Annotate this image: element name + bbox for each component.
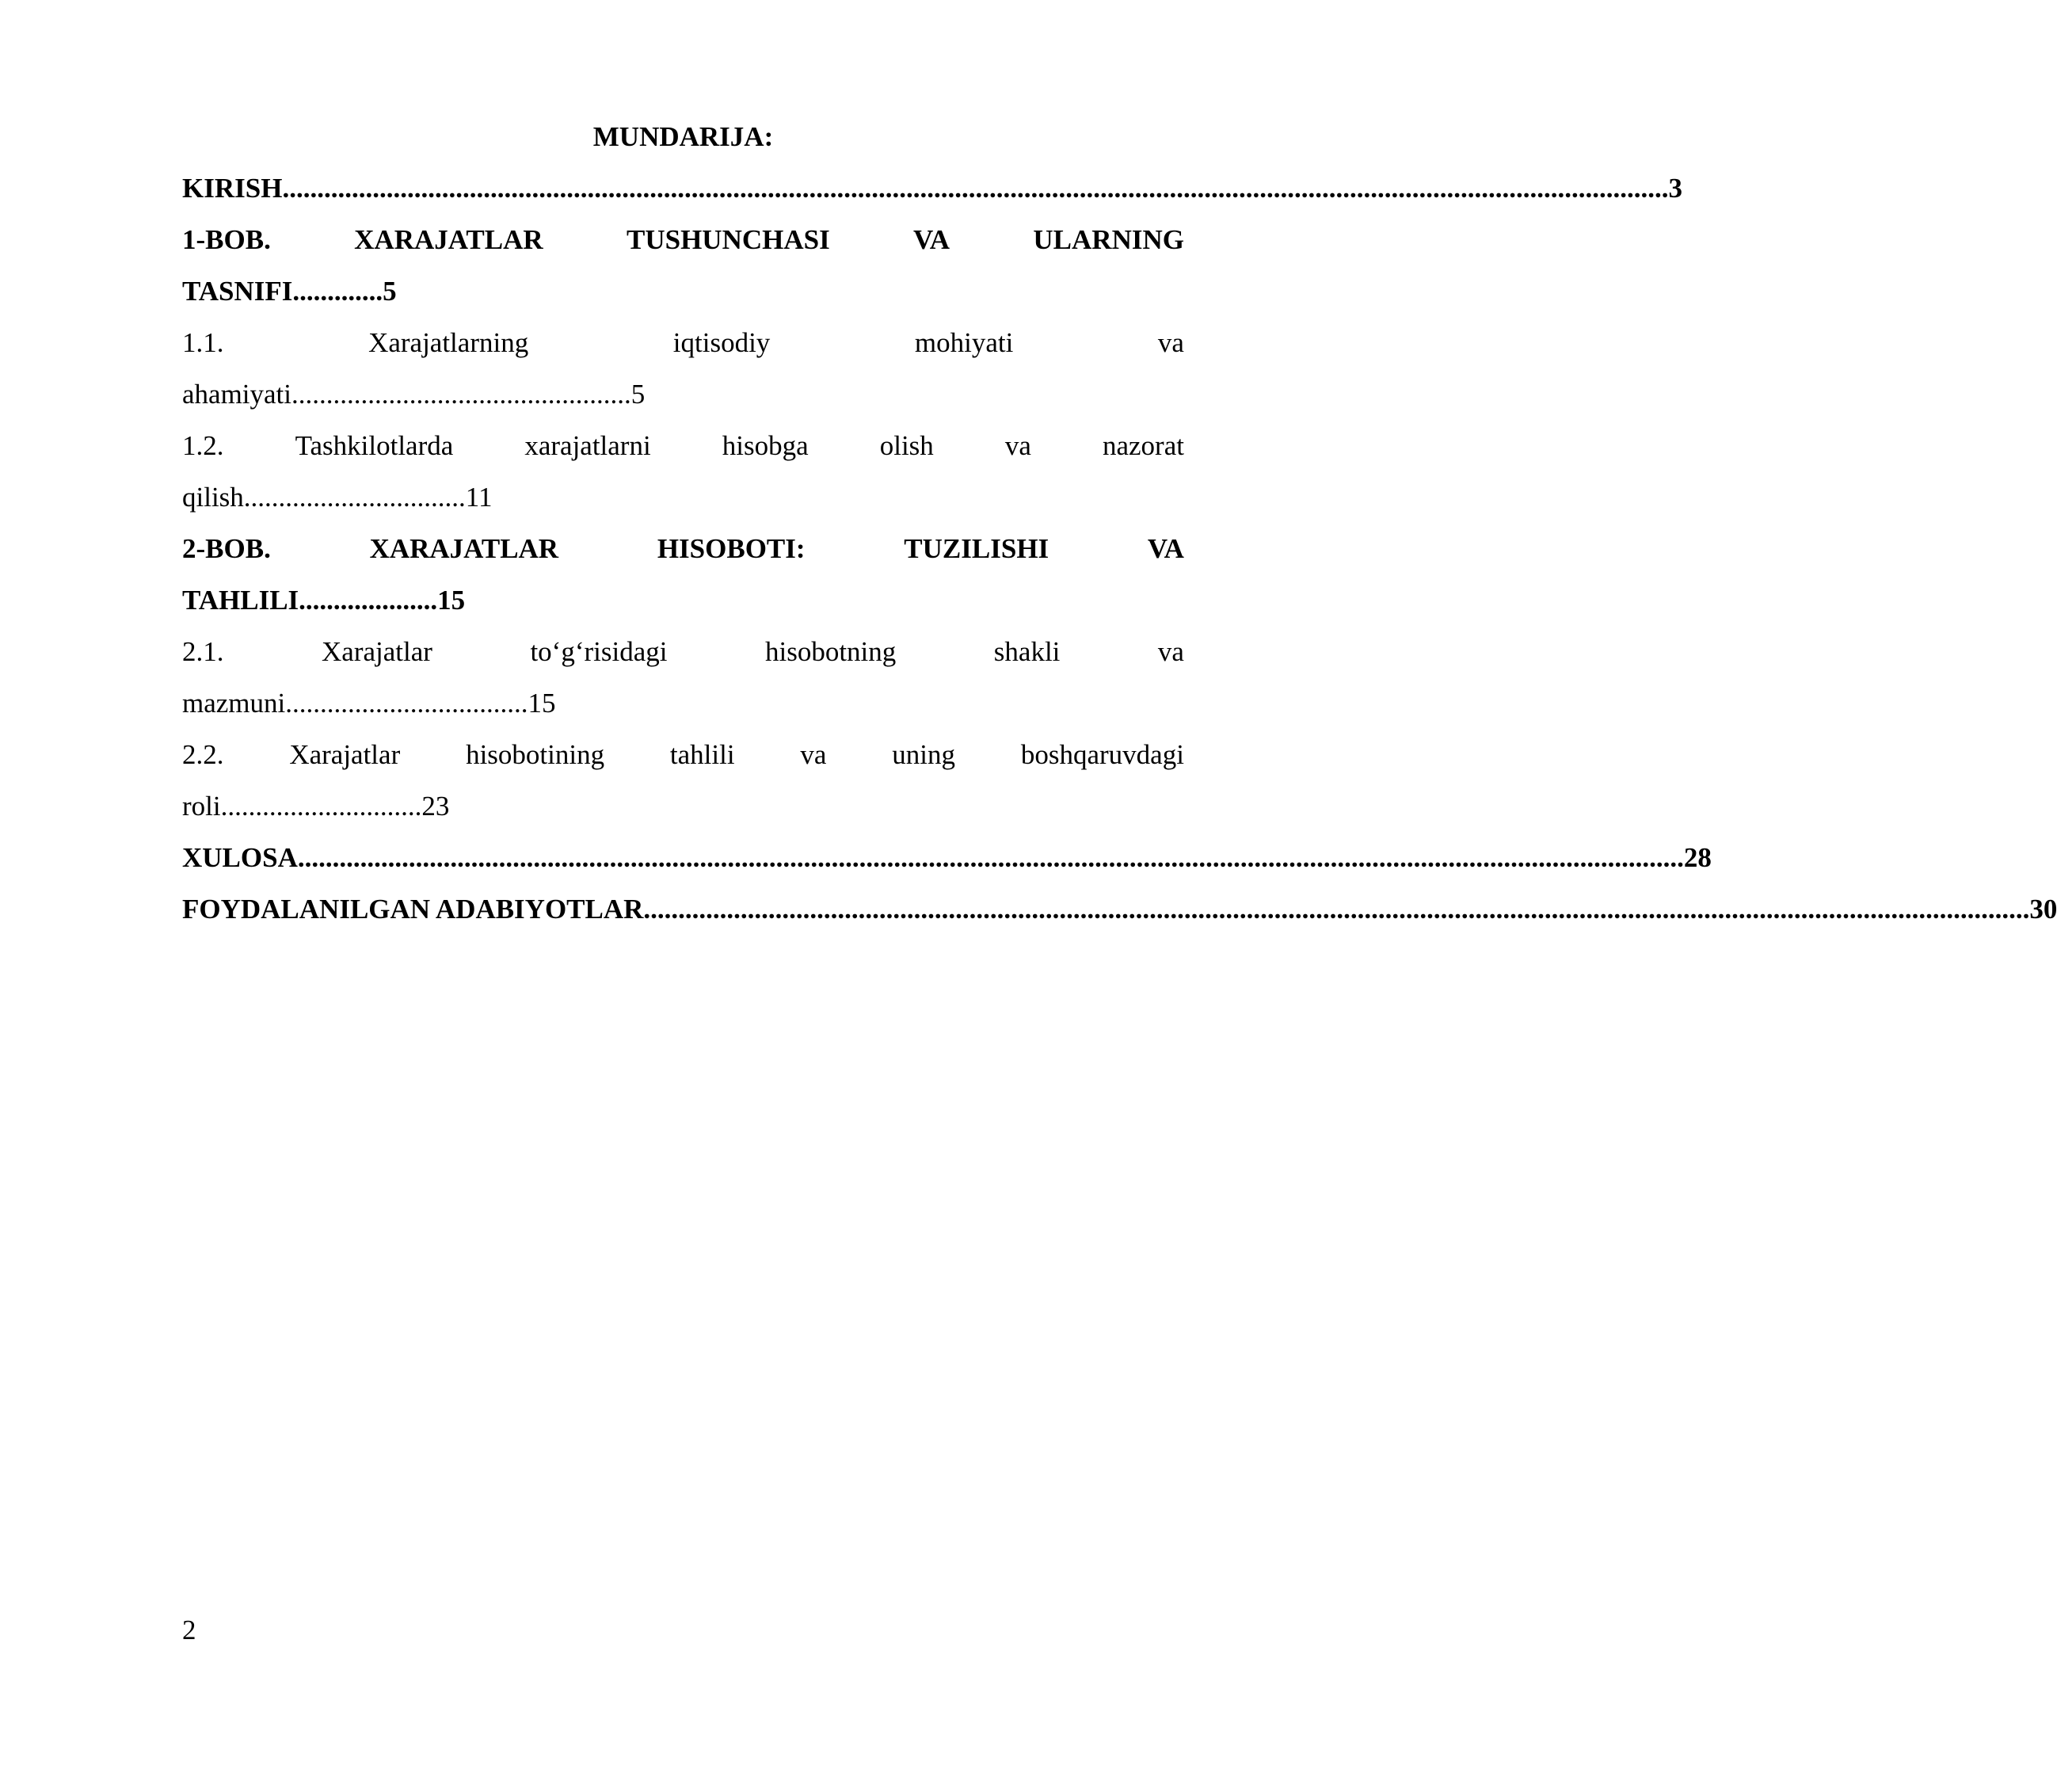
toc-word: ULARNING — [1033, 224, 1184, 255]
toc-word: boshqaruvdagi — [1020, 739, 1184, 770]
toc-entry-section-2-1-cont[interactable]: mazmuni...................................15 — [182, 688, 556, 719]
toc-entry-section-1-2-cont[interactable]: qilish................................11 — [182, 482, 493, 513]
toc-word: 2.2. — [182, 739, 224, 770]
toc-word: xarajatlarni — [524, 430, 651, 461]
toc-word: hisobotining — [466, 739, 605, 770]
toc-word: olish — [879, 430, 934, 461]
toc-word: va — [1157, 327, 1184, 358]
toc-word: nazorat — [1102, 430, 1184, 461]
toc-entry-chapter-2[interactable] — [182, 523, 1184, 574]
toc-word: XARAJATLAR — [369, 533, 559, 564]
toc-word: HISOBOTI: — [657, 533, 806, 564]
toc-entry-label: KIRISH — [182, 173, 283, 204]
toc-entry-page: 30 — [2029, 894, 2057, 925]
toc-word: Xarajatlar — [322, 636, 432, 667]
toc-entry-xulosa[interactable] — [182, 832, 1712, 883]
toc-entry-page: 3 — [1668, 173, 1682, 204]
toc-word: to‘g‘risidagi — [530, 636, 668, 667]
toc-word: iqtisodiy — [672, 327, 771, 358]
dot-leader: ........................................................................................................................................................................................................ — [297, 842, 1684, 873]
table-of-contents — [182, 111, 2057, 935]
toc-word: VA — [913, 224, 950, 255]
toc-word: va — [1004, 430, 1031, 461]
toc-entry-kirish[interactable] — [182, 162, 1682, 214]
toc-entry-section-1-1-cont[interactable]: ahamiyati.................................................5 — [182, 379, 646, 410]
page-number: 2 — [182, 1615, 196, 1645]
toc-word: tahlili — [669, 739, 735, 770]
toc-word: hisobga — [722, 430, 809, 461]
toc-word: va — [1157, 636, 1184, 667]
dot-leader: ........................................................................................................................................................................................................ — [643, 894, 2030, 925]
toc-title: MUNDARIJA: — [592, 121, 774, 152]
toc-word: uning — [892, 739, 956, 770]
toc-entry-section-1-1[interactable] — [182, 317, 1184, 368]
toc-word: mohiyati — [914, 327, 1014, 358]
toc-word: XARAJATLAR — [354, 224, 543, 255]
toc-word: TUZILISHI — [904, 533, 1049, 564]
toc-entry-section-2-2-cont[interactable]: roli.............................23 — [182, 791, 450, 822]
toc-entry-page: 28 — [1683, 842, 1712, 873]
toc-word: 2-BOB. — [182, 533, 271, 564]
toc-entry-chapter-1-cont[interactable]: TASNIFI.............5 — [182, 276, 397, 307]
toc-word: Xarajatlarning — [368, 327, 529, 358]
toc-word: Tashkilotlarda — [295, 430, 454, 461]
toc-word: Xarajatlar — [289, 739, 401, 770]
toc-word: 1.1. — [182, 327, 224, 358]
toc-word: VA — [1147, 533, 1184, 564]
toc-word: 2.1. — [182, 636, 224, 667]
toc-word: hisobotning — [764, 636, 897, 667]
toc-entry-adabiyotlar[interactable] — [182, 883, 2057, 935]
toc-entry-section-2-1[interactable] — [182, 626, 1184, 677]
toc-word: va — [800, 739, 827, 770]
toc-entry-section-2-2[interactable] — [182, 729, 1184, 780]
toc-entry-section-1-2[interactable] — [182, 420, 1184, 471]
toc-word: TUSHUNCHASI — [626, 224, 830, 255]
toc-entry-chapter-2-cont[interactable]: TAHLILI....................15 — [182, 585, 466, 616]
toc-entry-label: FOYDALANILGAN ADABIYOTLAR — [182, 894, 644, 925]
toc-word: 1.2. — [182, 430, 224, 461]
dot-leader: ........................................................................................................................................................................................................ — [282, 173, 1669, 204]
toc-word: shakli — [993, 636, 1061, 667]
toc-entry-label: XULOSA — [182, 842, 298, 873]
toc-entry-chapter-1[interactable] — [182, 214, 1184, 265]
toc-word: 1-BOB. — [182, 224, 271, 255]
